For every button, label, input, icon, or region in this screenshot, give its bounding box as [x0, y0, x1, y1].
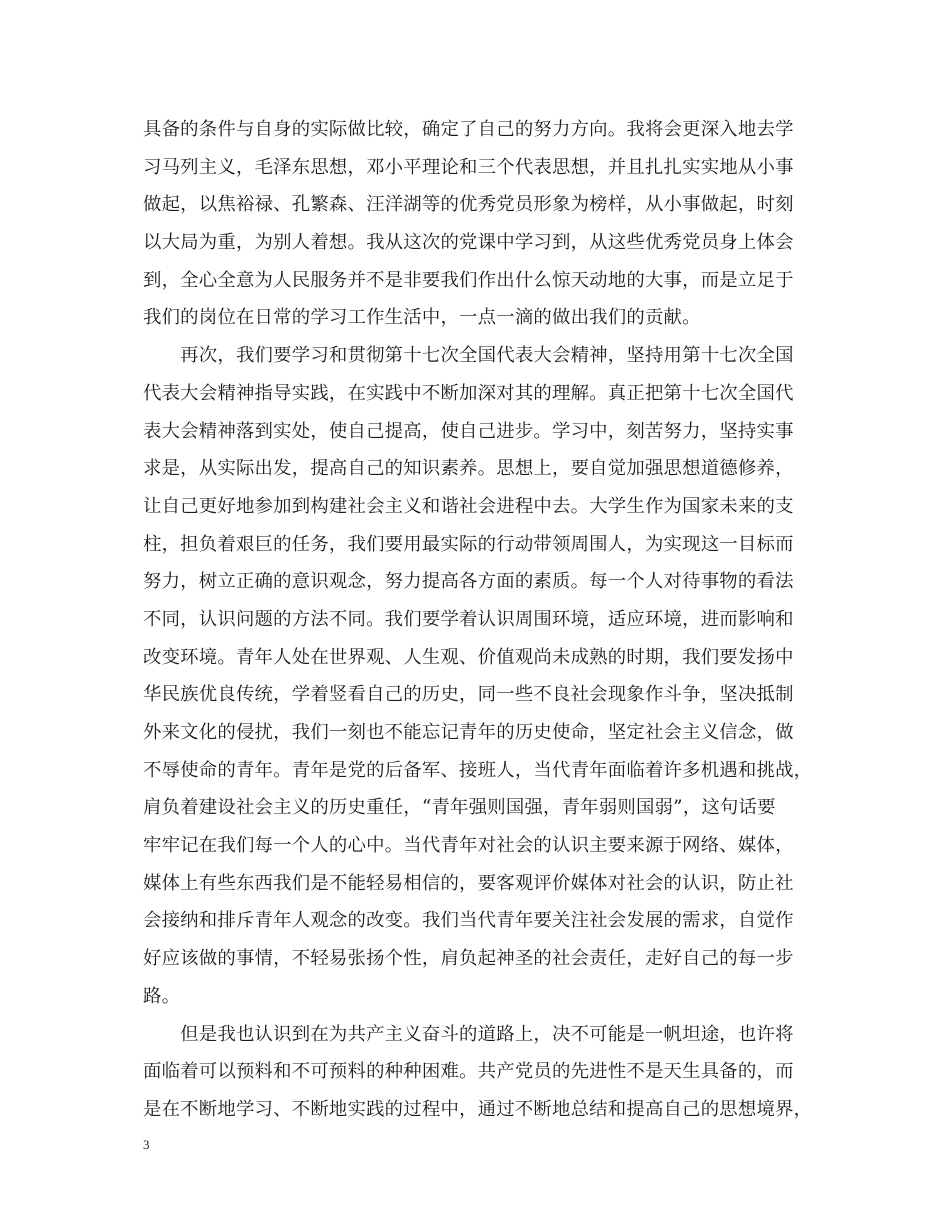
text-line: 表大会精神落到实处，使自己提高，使自己进步。学习中，刻苦努力，坚持实事	[143, 420, 794, 442]
text-line: 努力，树立正确的意识观念，努力提高各方面的素质。每一个人对待事物的看法	[143, 571, 794, 593]
text-line: 外来文化的侵扰，我们一刻也不能忘记青年的历史使命，坚定社会主义信念，做	[143, 722, 794, 743]
text-line: 华民族优良传统，学着竖看自己的历史，同一些不良社会现象作斗争，坚决抵制	[143, 684, 794, 706]
text-line: 让自己更好地参加到构建社会主义和谐社会进程中去。大学生作为国家未来的支	[143, 495, 794, 517]
text-line: 肩负着建设社会主义的历史重任，“青年强则国强，青年弱则国弱”，这句话要	[143, 797, 776, 819]
text-line: 到，全心全意为人民服务并不是非要我们作出什么惊天动地的大事，而是立足于	[143, 269, 794, 291]
text-line: 改变环境。青年人处在世界观、人生观、价值观尚未成熟的时期，我们要发扬中	[143, 646, 794, 668]
text-line: 我们的岗位在日常的学习工作生活中，一点一滴的做出我们的贡献。	[143, 307, 701, 329]
text-line: 路。	[143, 985, 181, 1007]
text-line: 媒体上有些东西我们是不能轻易相信的，要客观评价媒体对社会的认识，防止社	[143, 872, 794, 894]
text-line: 具备的条件与自身的实际做比较，确定了自己的努力方向。我将会更深入地去学	[143, 119, 794, 140]
text-line: 柱，担负着艰巨的任务，我们要用最实际的行动带领周围人，为实现这一目标而	[143, 533, 794, 555]
text-line: 求是，从实际出发，提高自己的知识素养。思想上，要自觉加强思想道德修养，	[143, 458, 794, 480]
page-number: 3	[143, 1137, 150, 1152]
text-line: 会接纳和排斥青年人观念的改变。我们当代青年要关注社会发展的需求，自觉作	[143, 910, 794, 932]
body-text	[143, 111, 823, 1129]
text-line: 做起，以焦裕禄、孔繁森、汪洋湖等的优秀党员形象为榜样，从小事做起，时刻	[143, 194, 794, 216]
text-line: 但是我也认识到在为共产主义奋斗的道路上，决不可能是一帆坦途，也许将	[143, 1023, 794, 1045]
text-line: 以大局为重，为别人着想。我从这次的党课中学习到，从这些优秀党员身上体会	[143, 232, 794, 254]
text-line: 不辱使命的青年。青年是党的后备军、接班人，当代青年面临着许多机遇和挑战，	[143, 759, 813, 781]
text-line: 习马列主义，毛泽东思想，邓小平理论和三个代表思想，并且扎扎实实地从小事	[143, 156, 794, 178]
text-line: 好应该做的事情，不轻易张扬个性，肩负起神圣的社会责任，走好自己的每一步	[143, 948, 794, 970]
text-line: 不同，认识问题的方法不同。我们要学着认识周围环境，适应环境，进而影响和	[143, 608, 794, 630]
text-line: 再次，我们要学习和贯彻第十七次全国代表大会精神，坚持用第十七次全国	[143, 345, 794, 367]
text-line: 面临着可以预料和不可预料的种种困难。共产党员的先进性不是天生具备的，而	[143, 1061, 794, 1083]
text-line: 牢牢记在我们每一个人的心中。当代青年对社会的认识主要来源于网络、媒体，	[143, 835, 794, 857]
text-line: 代表大会精神指导实践，在实践中不断加深对其的理解。真正把第十七次全国代	[143, 382, 794, 404]
text-line: 是在不断地学习、不断地实践的过程中，通过不断地总结和提高自己的思想境界，	[143, 1098, 813, 1120]
